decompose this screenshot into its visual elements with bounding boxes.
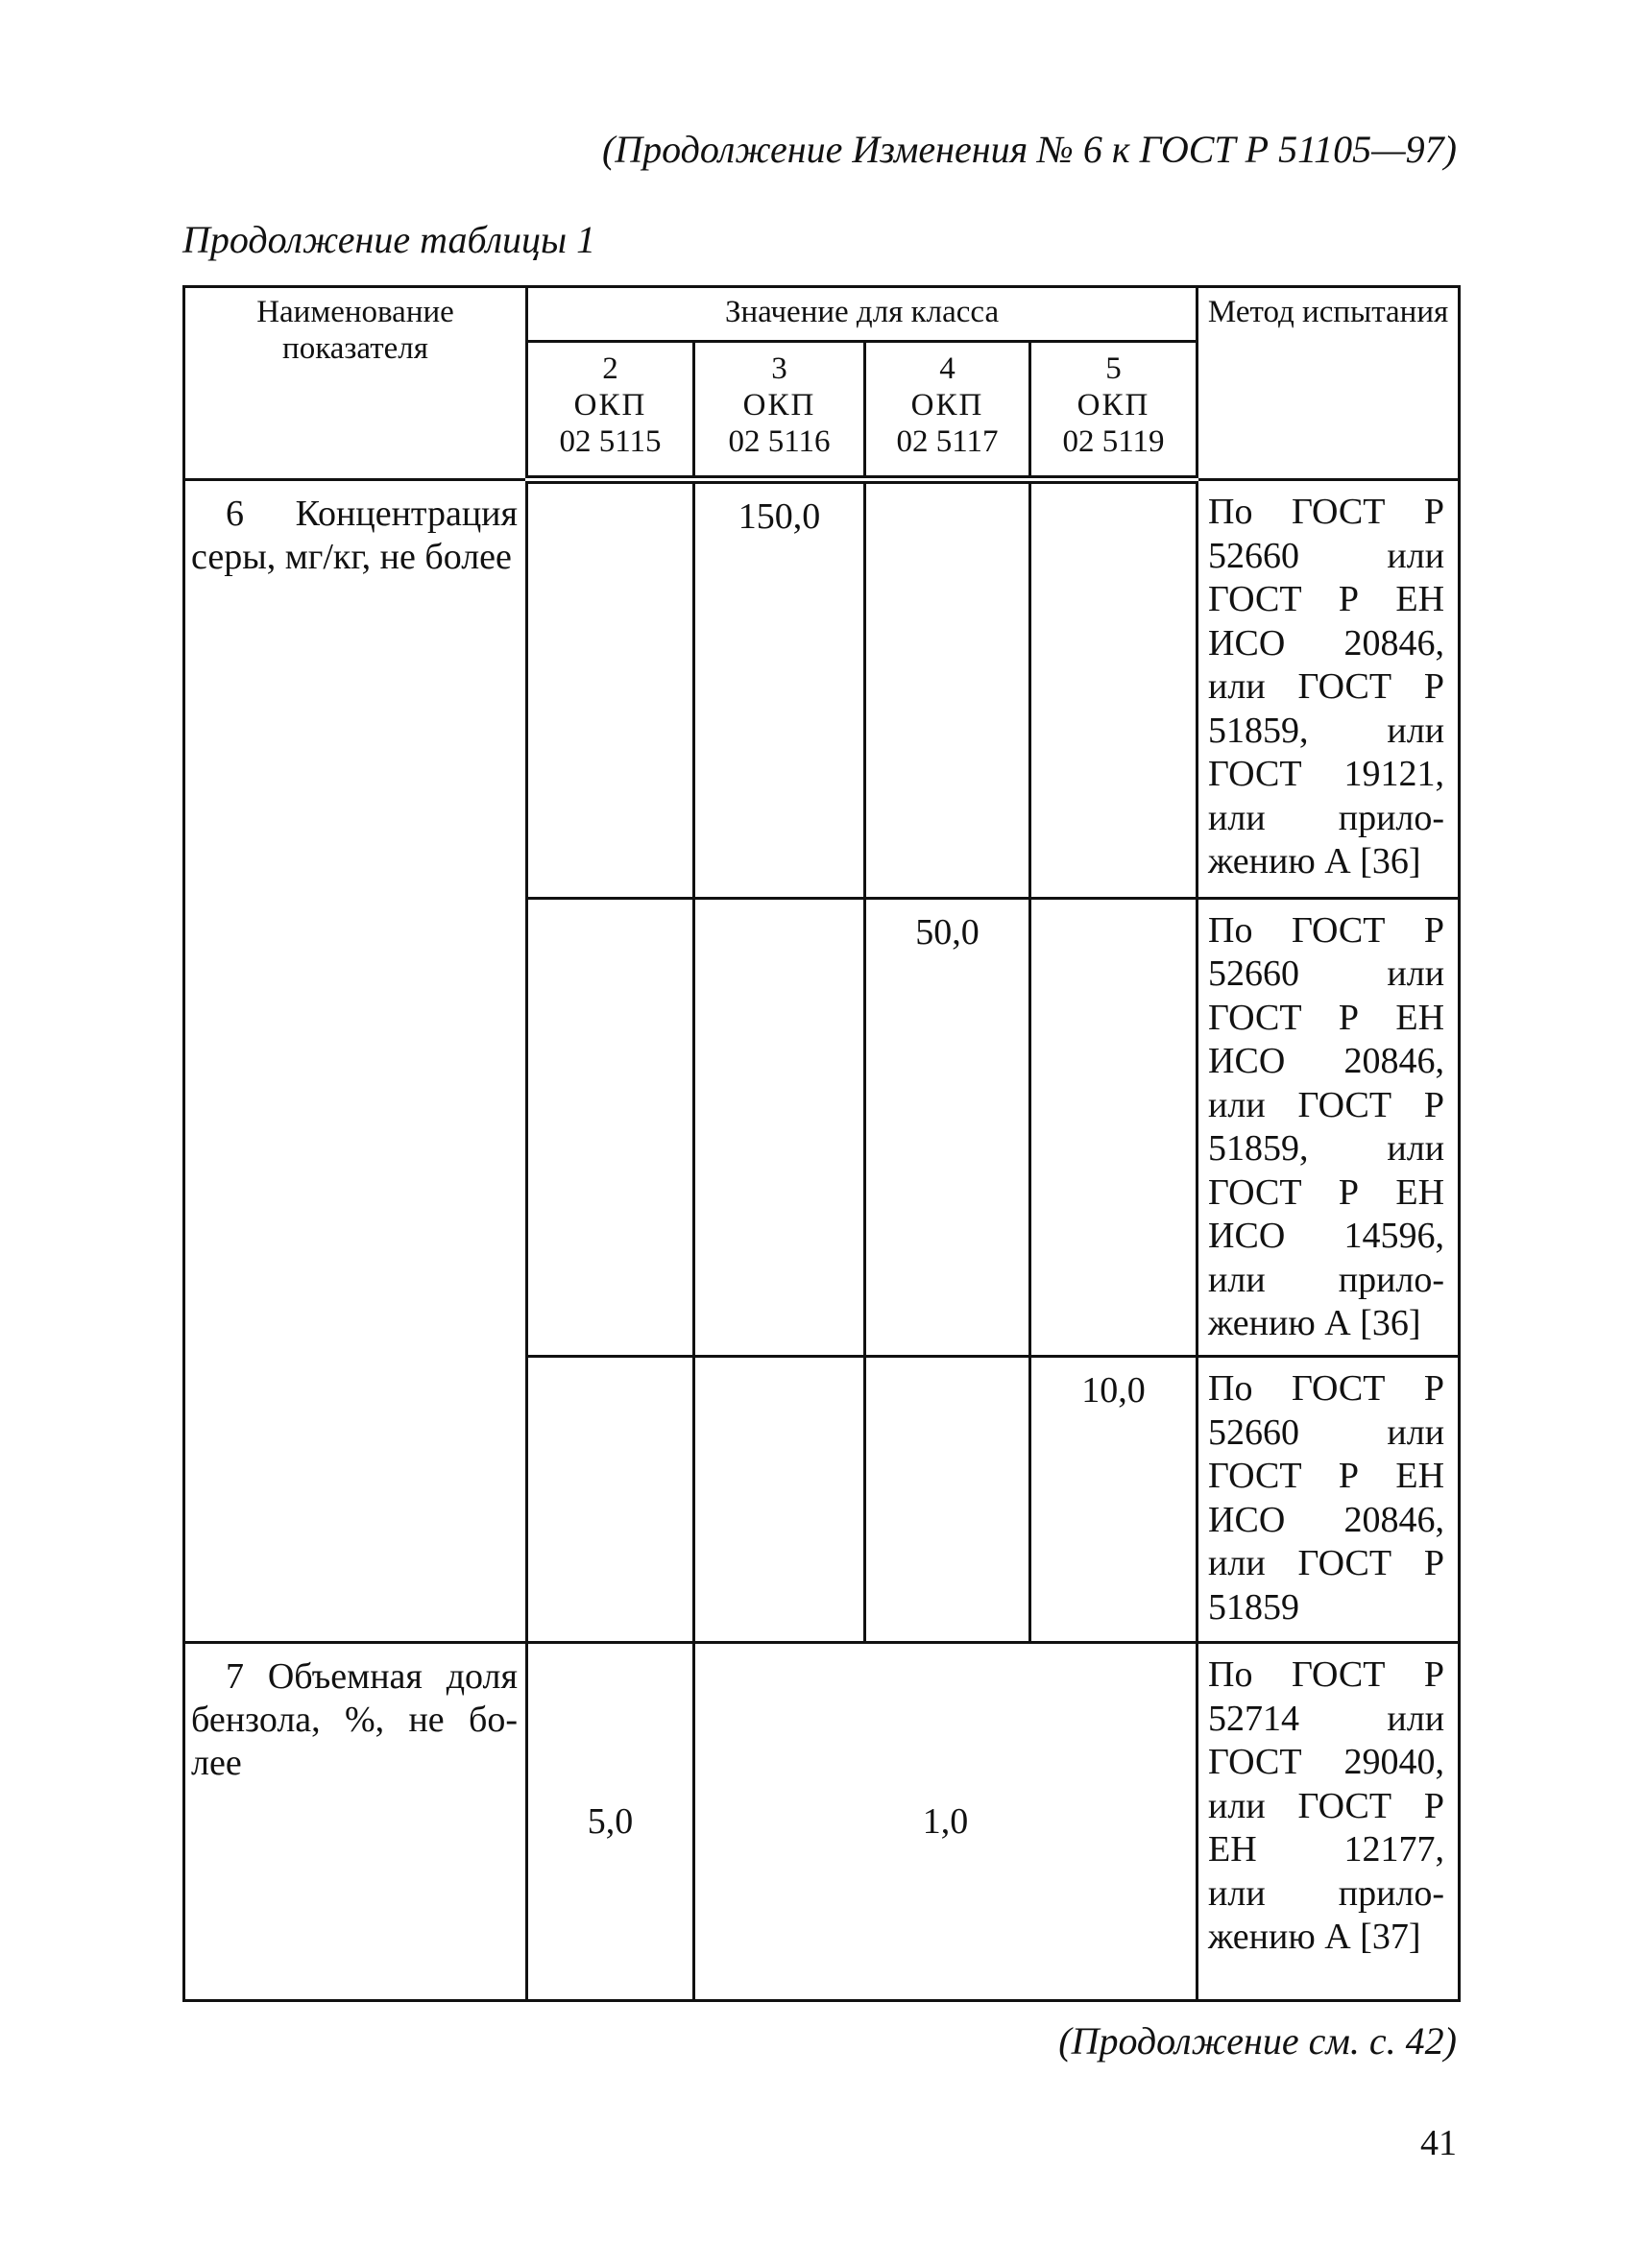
col-header-method: Метод испытания [1197,287,1460,480]
method-cell: По ГОСТ Р 52660 или ГОСТ Р ЕН ИСО 20846, или ГОСТ Р 51859, или ГОСТ Р ЕН ИСО 14596, или прило- жению А [36] [1197,898,1460,1356]
value-cell [694,898,865,1356]
value-cell [527,898,694,1356]
method-cell: По ГОСТ Р 52660 или ГОСТ Р ЕН ИСО 20846, или ГОСТ Р 51859, или ГОСТ 19121, или прило- жению А [36] [1197,480,1460,898]
method-cell: По ГОСТ Р 52714 или ГОСТ 29040, или ГОСТ Р ЕН 12177, или прило- жению А [37] [1197,1643,1460,2001]
value-cell: 150,0 [694,480,865,898]
page-header: (Продолжение Изменения № 6 к ГОСТ Р 51105—97) [601,128,1457,171]
class-header-3: 3 ОКП 02 5116 [694,342,865,480]
value-cell [694,1357,865,1643]
specs-table [182,285,1461,2002]
table-caption: Продолжение таблицы 1 [182,218,596,261]
value-cell [865,480,1030,898]
value-cell: 50,0 [865,898,1030,1356]
value-cell [865,1357,1030,1643]
method-cell: По ГОСТ Р 52660 или ГОСТ Р ЕН ИСО 20846, или ГОСТ Р 51859 [1197,1357,1460,1643]
table-row [184,480,1460,898]
value-cell: 5,0 [527,1643,694,2001]
value-cell: 1,0 [694,1643,1197,2001]
page-number: 41 [1420,2123,1457,2163]
col-header-name: Наименование показателя [184,287,527,480]
value-cell [527,1357,694,1643]
row-name-benzene: 7 Объемная доля бензола, %, не бо-лее [184,1643,527,2001]
class-header-5: 5 ОКП 02 5119 [1030,342,1197,480]
row-name-sulfur: 6 Концентрация серы, мг/кг, не более [184,480,527,1643]
value-cell [1030,898,1197,1356]
table-row [184,1643,1460,2001]
value-cell [1030,480,1197,898]
value-cell [527,480,694,898]
class-header-2: 2 ОКП 02 5115 [527,342,694,480]
value-cell: 10,0 [1030,1357,1197,1643]
continuation-note: (Продолжение см. с. 42) [1058,2019,1457,2063]
col-header-value: Значение для класса [527,287,1197,342]
class-header-4: 4 ОКП 02 5117 [865,342,1030,480]
